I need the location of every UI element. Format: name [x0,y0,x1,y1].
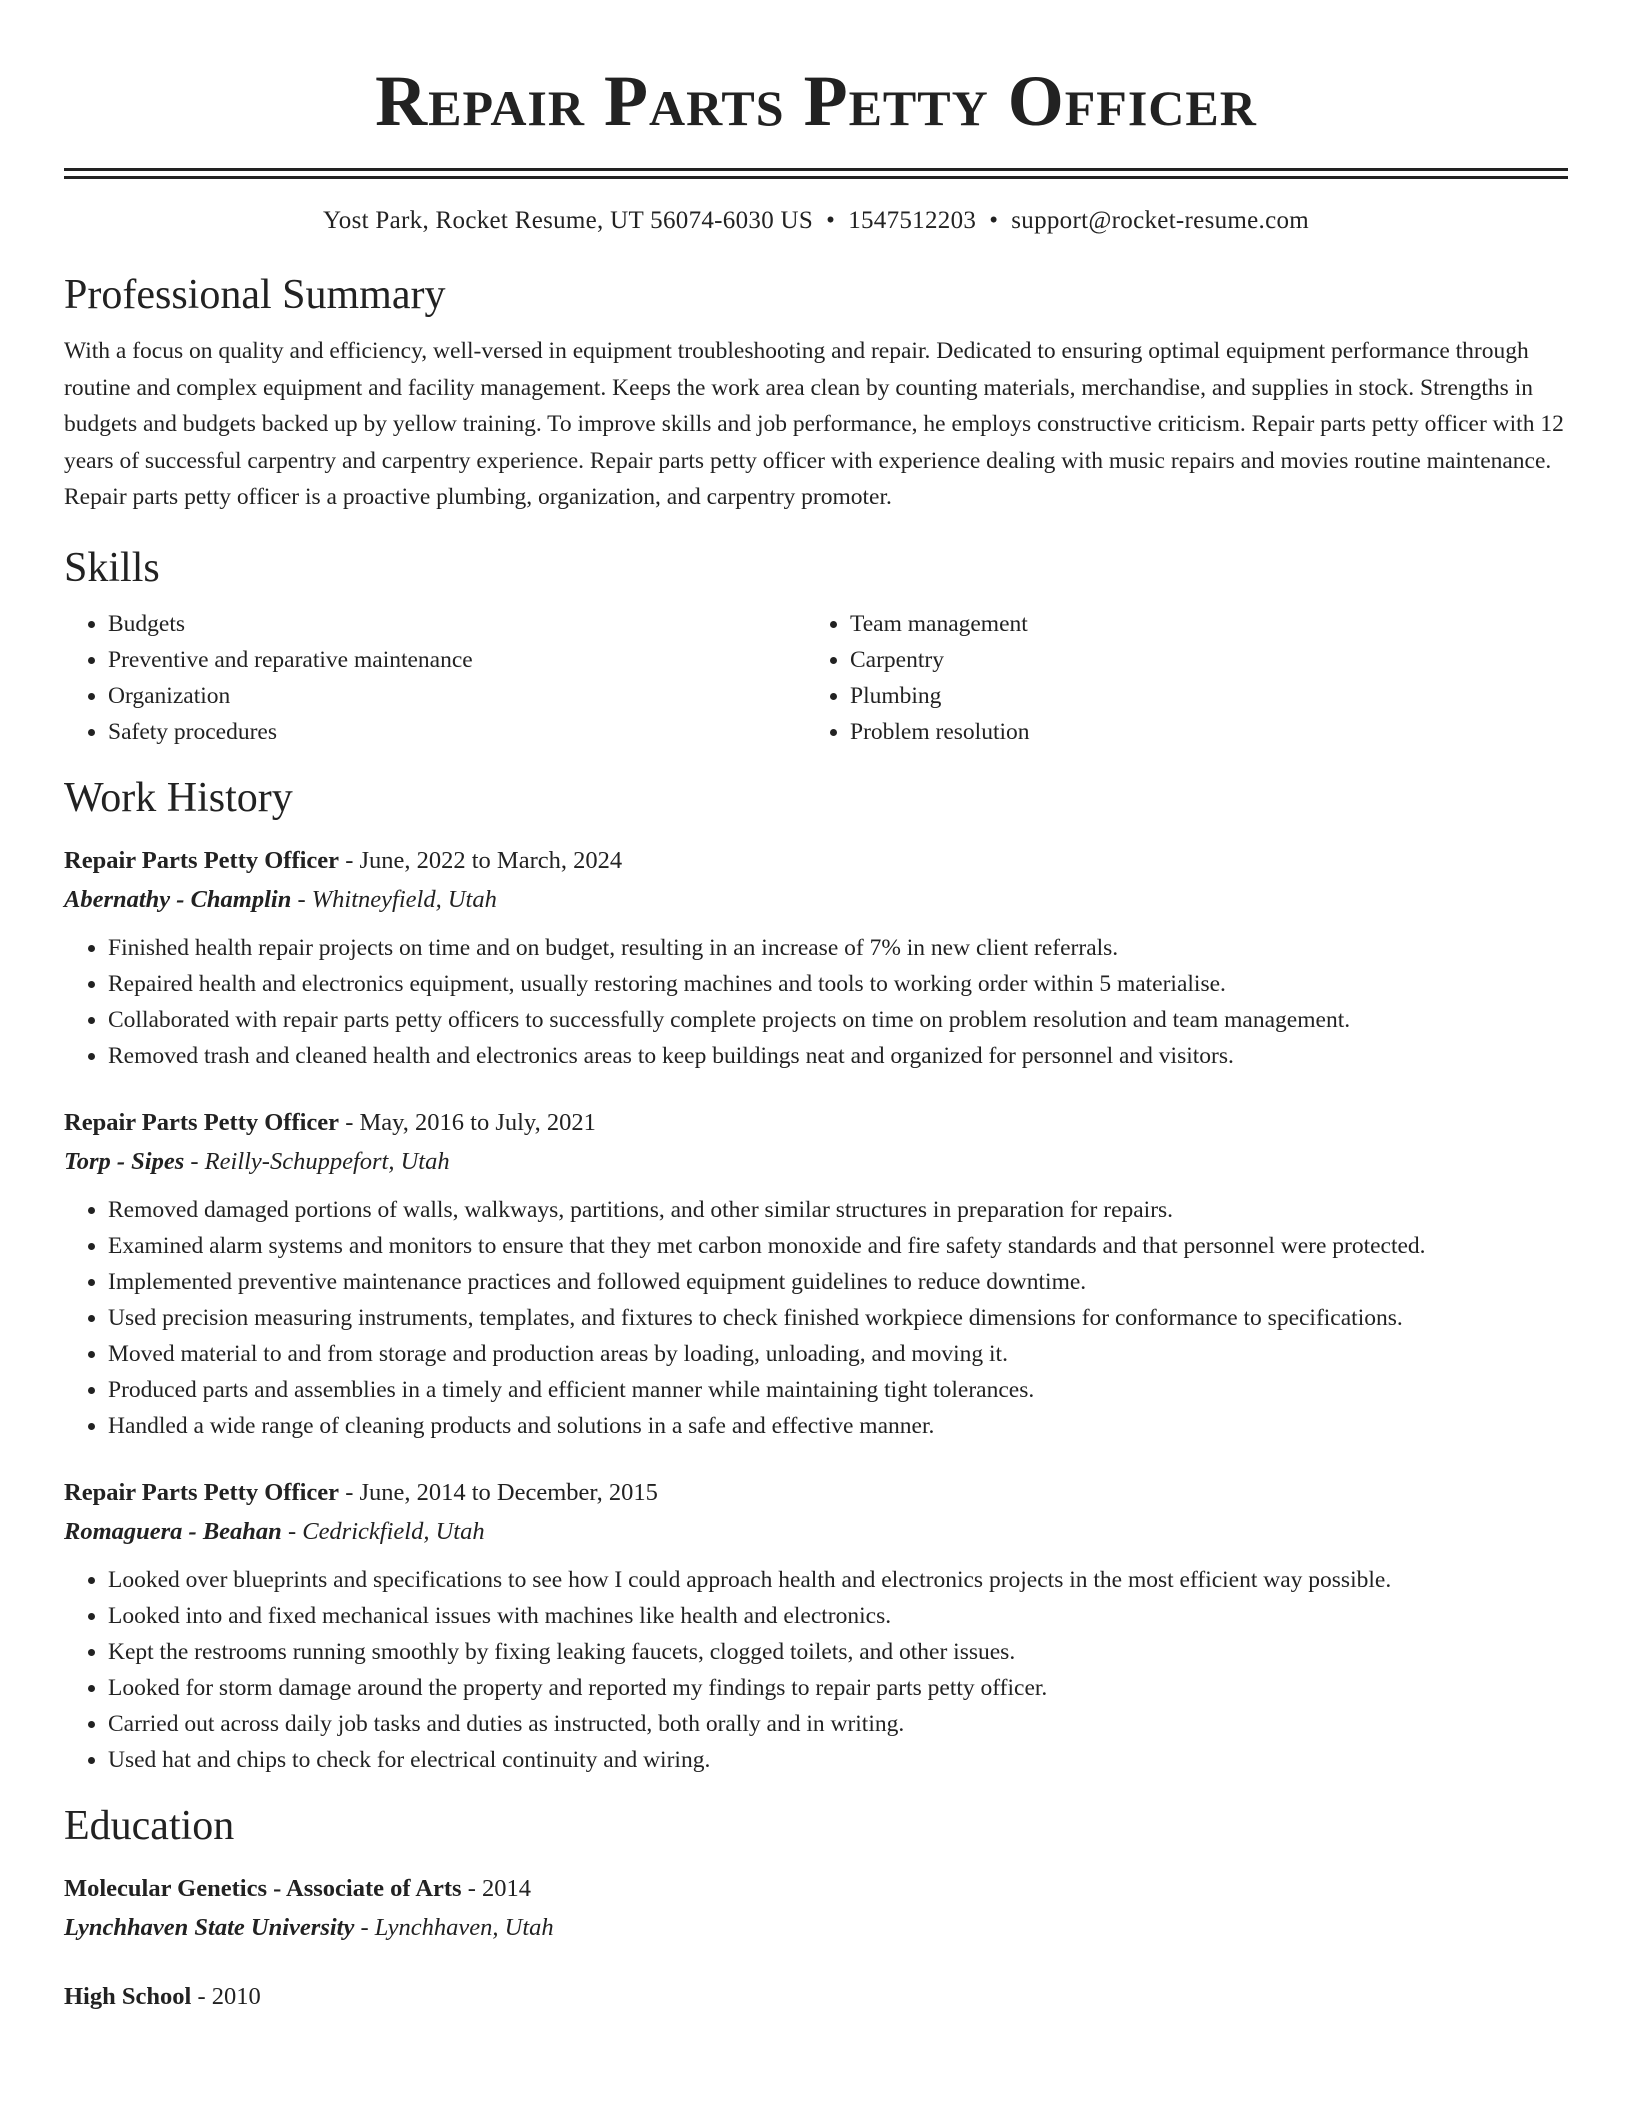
education-header [64,1978,1568,2016]
job-company-line [64,1142,1568,1182]
job-location: - Cedrickfield, Utah [281,1517,485,1545]
contact-separator: • [989,207,999,234]
education-year: - 2014 [461,1874,531,1902]
skill-item: • Preventive and reparative maintenance [108,642,806,678]
skills-grid [64,606,1568,750]
job-dates: - June, 2014 to December, 2015 [339,1478,658,1506]
skill-item: • Organization [108,678,806,714]
job-entry [64,842,1568,1074]
job-bullet: • Produced parts and assemblies in a timely and efficient manner while maintaining tight tolerances. [108,1372,1568,1408]
education-entry [64,1870,1568,1948]
job-location: - Reilly-Schuppefort, Utah [184,1147,450,1175]
work-history-heading: Work History [64,774,293,821]
job-company: Romaguera - Beahan [64,1517,282,1545]
job-header [64,1474,1568,1512]
job-bullet: • Kept the restrooms running smoothly by fixing leaking faucets, clogged toilets, and other issues. [108,1634,1568,1670]
skill-item: • Budgets [108,606,806,642]
header-double-rule [64,168,1568,179]
job-bullet: • Looked for storm damage around the property and reported my findings to repair parts petty officer. [108,1670,1568,1706]
job-bullet: • Used precision measuring instruments, templates, and fixtures to check finished workpiece dimensions for conformance to specifications. [108,1300,1568,1336]
job-bullet: • Looked over blueprints and specifications to see how I could approach health and electronics projects in the most efficient way possible. [108,1562,1568,1598]
education-location: - Lynchhaven, Utah [354,1913,554,1941]
education-degree: Molecular Genetics - Associate of Arts [64,1874,462,1902]
job-bullet: • Removed trash and cleaned health and electronics areas to keep buildings neat and organized for personnel and visitors. [108,1038,1568,1074]
job-bullets [64,930,1568,1074]
job-company: Abernathy - Champlin [64,885,292,913]
job-bullet: • Collaborated with repair parts petty officers to successfully complete projects on time on problem resolution and team management. [108,1002,1568,1038]
job-bullet: • Used hat and chips to check for electrical continuity and wiring. [108,1742,1568,1778]
job-header [64,842,1568,880]
job-bullet: • Finished health repair projects on time and on budget, resulting in an increase of 7% in new client referrals. [108,930,1568,966]
job-role: Repair Parts Petty Officer [64,1478,340,1506]
education-header [64,1870,1568,1908]
job-bullet: • Moved material to and from storage and production areas by loading, unloading, and moving it. [108,1336,1568,1372]
job-role: Repair Parts Petty Officer [64,846,340,874]
skill-item: • Plumbing [850,678,1548,714]
education-year: - 2010 [191,1982,261,2010]
skills-list-left [64,606,806,750]
job-bullet: • Removed damaged portions of walls, walkways, partitions, and other similar structures in preparation for repairs. [108,1192,1568,1228]
job-dates: - May, 2016 to July, 2021 [339,1108,596,1136]
job-bullets [64,1192,1568,1444]
education-school: Lynchhaven State University [64,1913,355,1941]
contact-line [64,205,1568,237]
summary-text: With a focus on quality and efficiency, well-versed in equipment troubleshooting and repair. Dedicated to ensuring optimal equipment performance through routine and complex equipment and facility management. Keeps the work area clean by counting materials, merchandise, and supplies in stock. Strengths in budgets and budgets backed up by yellow training. To improve skills and job performance, he employs constructive criticism. Repair parts petty officer with 12 years of successful carpentry and carpentry experience. Repair parts petty officer with experience dealing with music repairs and movies routine maintenance. Repair parts petty officer is a proactive plumbing, organization, and carpentry promoter. [64,338,1564,510]
education-school-line [64,1908,1568,1948]
job-bullet: • Examined alarm systems and monitors to ensure that they met carbon monoxide and fire safety standards and that personnel were protected. [108,1228,1568,1264]
contact-email: support@rocket-resume.com [1011,207,1310,234]
job-bullet: • Implemented preventive maintenance practices and followed equipment guidelines to reduce downtime. [108,1264,1568,1300]
job-bullet: • Repaired health and electronics equipment, usually restoring machines and tools to working order within 5 materialise. [108,966,1568,1002]
education-degree: High School [64,1982,192,2010]
resume-name: Repair Parts Petty Officer [375,61,1257,141]
skill-item: • Carpentry [850,642,1548,678]
job-role: Repair Parts Petty Officer [64,1108,340,1136]
job-company-line [64,880,1568,920]
summary-heading: Professional Summary [64,272,446,318]
job-location: - Whitneyfield, Utah [291,885,497,913]
skill-item: • Team management [850,606,1548,642]
skill-item: • Problem resolution [850,714,1548,750]
education-heading: Education [64,1802,235,1849]
skill-item: • Safety procedures [108,714,806,750]
job-dates: - June, 2022 to March, 2024 [339,846,623,874]
job-entry [64,1474,1568,1778]
job-bullet: • Carried out across daily job tasks and duties as instructed, both orally and in writing. [108,1706,1568,1742]
job-company: Torp - Sipes [64,1147,185,1175]
job-entry [64,1104,1568,1444]
education-entry [64,1978,1568,2016]
job-header [64,1104,1568,1142]
job-company-line [64,1512,1568,1552]
job-bullet: • Handled a wide range of cleaning products and solutions in a safe and effective manner. [108,1408,1568,1444]
job-bullets [64,1562,1568,1778]
contact-address: Yost Park, Rocket Resume, UT 56074-6030 US [322,207,814,234]
contact-separator: • [826,207,836,234]
contact-phone: 1547512203 [848,207,977,234]
skills-heading: Skills [64,544,160,591]
skills-list-right [806,606,1548,750]
job-bullet: • Looked into and fixed mechanical issues with machines like health and electronics. [108,1598,1568,1634]
